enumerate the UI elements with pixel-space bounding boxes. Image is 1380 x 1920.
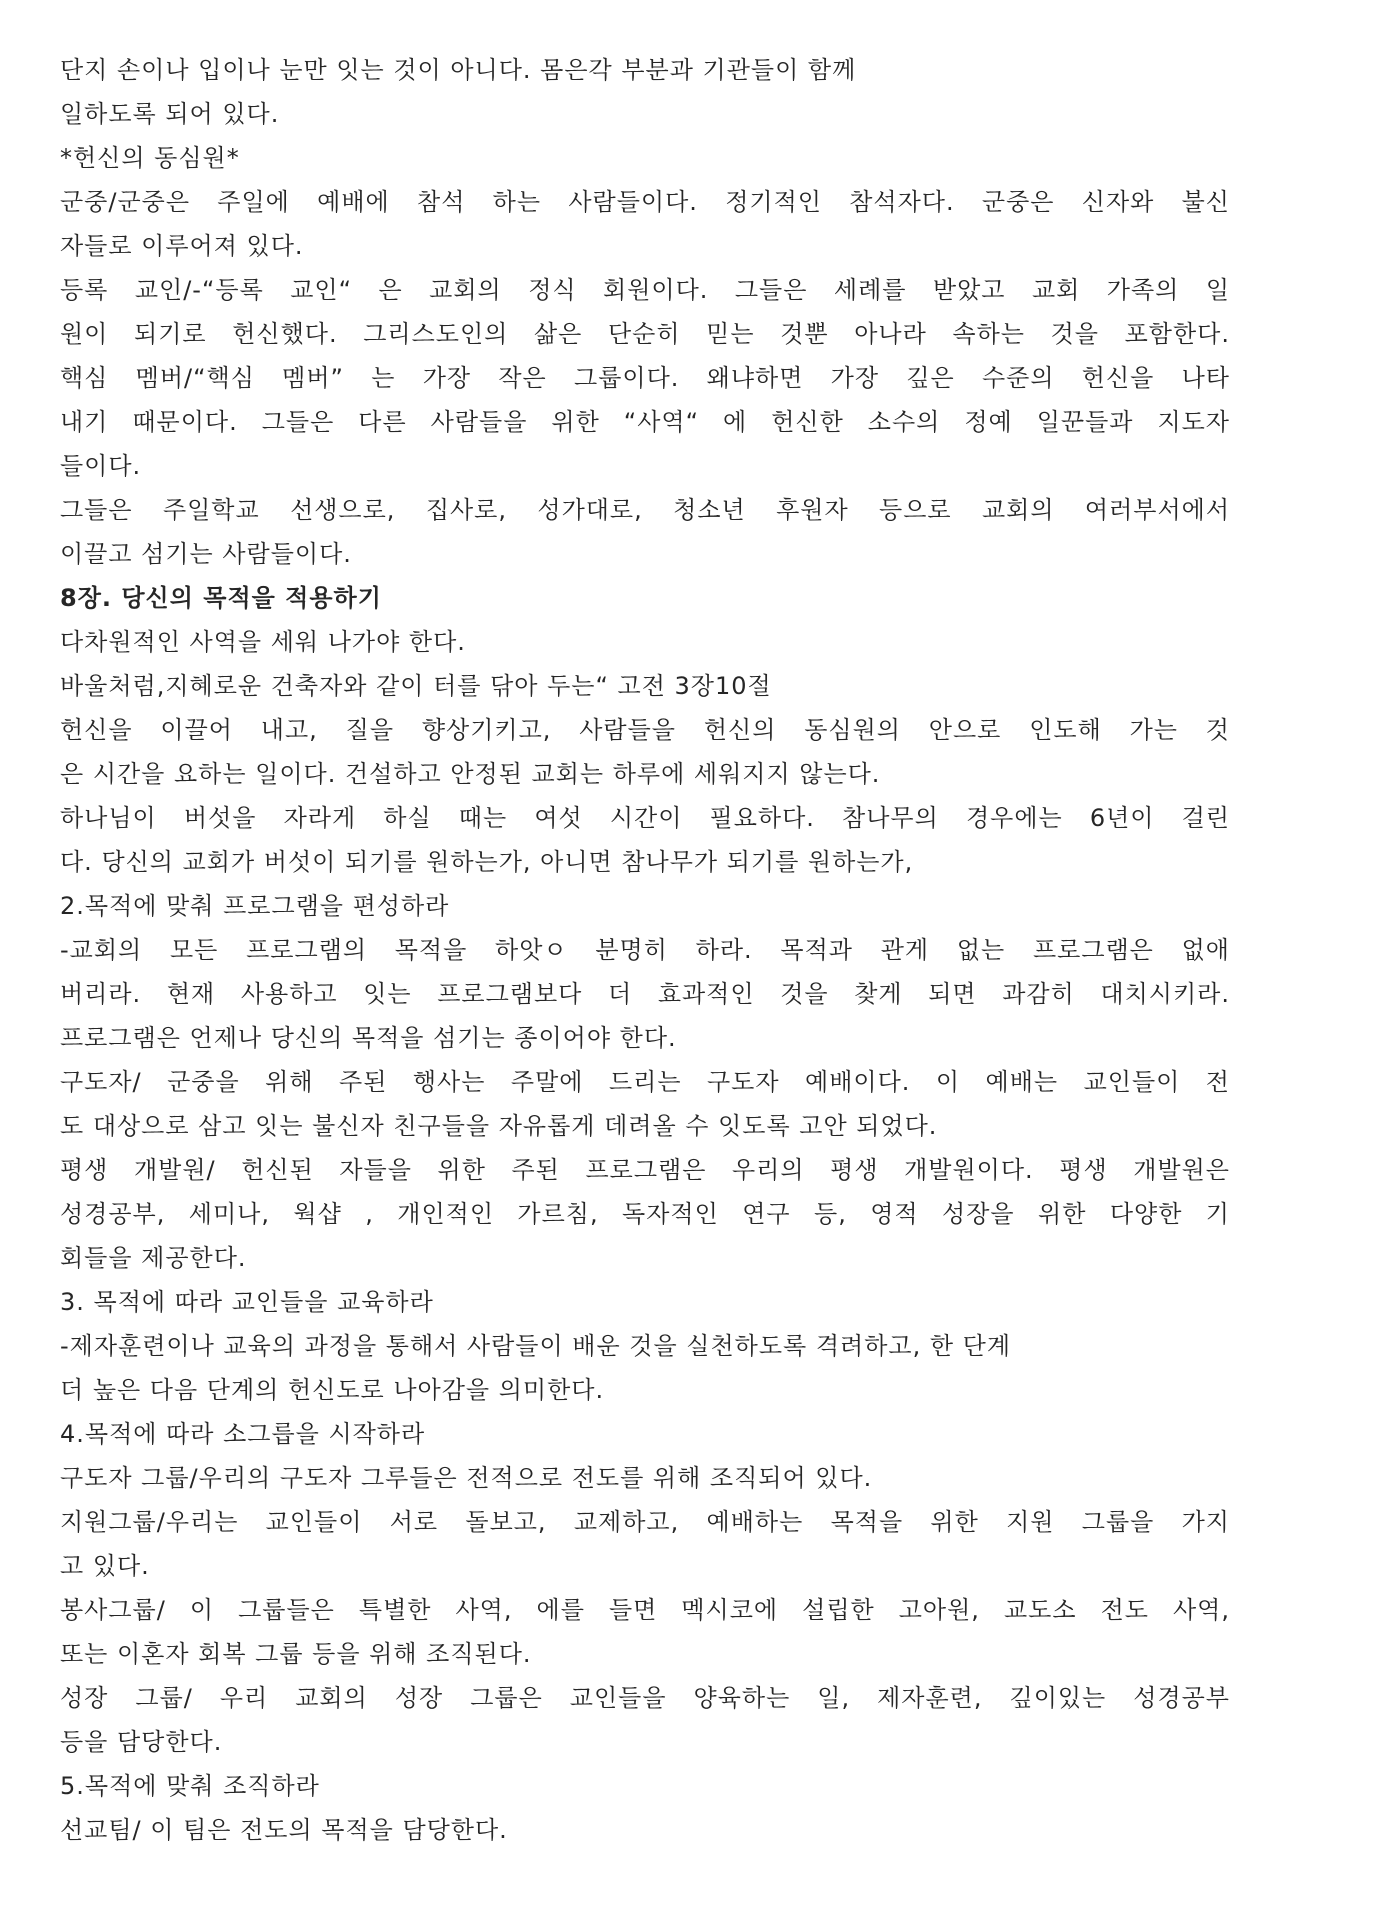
text-line: 군중/군중은 주일에 예배에 참석 하는 사람들이다. 정기적인 참석자다. 군중은 신자와 불신 bbox=[60, 188, 1230, 216]
section-heading: 4.목적에 따라 소그릅을 시작하라 bbox=[60, 1420, 426, 1448]
text-line: 핵심 멤버/“핵심 멤버” 는 가장 작은 그룹이다. 왜냐하면 가장 깊은 수준의 헌신을 나타 bbox=[60, 364, 1230, 392]
text-line: 다. 당신의 교회가 버섯이 되기를 원하는가, 아니면 참나무가 되기를 원하는가, bbox=[60, 848, 914, 876]
text-line: 바울처럼,지혜로운 건축자와 같이 터를 닦아 두는“ 고전 3장10절 bbox=[60, 672, 772, 700]
text-line: 봉사그룹/ 이 그룹들은 특별한 사역, 에를 들면 멕시코에 설립한 고아원, 교도소 전도 사역, bbox=[60, 1596, 1230, 1624]
text-line: 프로그램은 언제나 당신의 목적을 섬기는 종이어야 한다. bbox=[60, 1024, 677, 1052]
section-heading: 2.목적에 맞춰 프로그램을 편성하라 bbox=[60, 892, 450, 920]
section-heading: 5.목적에 맞춰 조직하라 bbox=[60, 1772, 320, 1800]
text-line: 다차원적인 사역을 세워 나가야 한다. bbox=[60, 628, 466, 656]
text-line: 내기 때문이다. 그들은 다른 사람들을 위한 “사역“ 에 헌신한 소수의 정예 일꾼들과 지도자 bbox=[60, 408, 1230, 436]
text-line: 회들을 제공한다. bbox=[60, 1244, 247, 1272]
text-line: 더 높은 다음 단계의 헌신도로 나아감을 의미한다. bbox=[60, 1376, 605, 1404]
text-line: 평생 개발원/ 헌신된 자들을 위한 주된 프로그램은 우리의 평생 개발원이다. 평생 개발원은 bbox=[60, 1156, 1230, 1184]
text-line: 들이다. bbox=[60, 452, 142, 480]
section-heading: *헌신의 동심원* bbox=[60, 144, 240, 172]
text-line: 구도자 그룹/우리의 구도자 그루들은 전적으로 전도를 위해 조직되어 있다. bbox=[60, 1464, 873, 1492]
text-line: 등록 교인/-“등록 교인“ 은 교회의 정식 회원이다. 그들은 세례를 받았고 교회 가족의 일 bbox=[60, 276, 1230, 304]
text-line: 지원그룹/우리는 교인들이 서로 돌보고, 교제하고, 예배하는 목적을 위한 지원 그룹을 가지 bbox=[60, 1508, 1230, 1536]
text-line: 하나님이 버섯을 자라게 하실 때는 여섯 시간이 필요하다. 참나무의 경우에는 6년이 걸린 bbox=[60, 804, 1230, 832]
text-line: 일하도록 되어 있다. bbox=[60, 100, 280, 128]
text-line: 자들로 이루어져 있다. bbox=[60, 232, 304, 260]
text-line: 또는 이혼자 회복 그룹 등을 위해 조직된다. bbox=[60, 1640, 532, 1668]
document-page bbox=[60, 48, 1230, 1852]
text-line: 고 있다. bbox=[60, 1552, 150, 1580]
text-line: 그들은 주일학교 선생으로, 집사로, 성가대로, 청소년 후원자 등으로 교회의 여러부서에서 bbox=[60, 496, 1230, 524]
text-line: 성경공부, 세미나, 웍샵 , 개인적인 가르침, 독자적인 연구 등, 영적 성장을 위한 다양한 기 bbox=[60, 1200, 1230, 1228]
text-line: 버리라. 현재 사용하고 잇는 프로그램보다 더 효과적인 것을 찾게 되면 과감히 대치시키라. bbox=[60, 980, 1230, 1008]
section-heading: 3. 목적에 따라 교인들을 교육하라 bbox=[60, 1288, 434, 1316]
text-line: 등을 담당한다. bbox=[60, 1728, 223, 1756]
text-line: 단지 손이나 입이나 눈만 잇는 것이 아니다. 몸은각 부분과 기관들이 함께 bbox=[60, 56, 857, 84]
text-line: 이끌고 섬기는 사람들이다. bbox=[60, 540, 352, 568]
text-line: 도 대상으로 삼고 잇는 불신자 친구들을 자유롭게 데려올 수 잇도록 고안 되었다. bbox=[60, 1112, 938, 1140]
text-line: 헌신을 이끌어 내고, 질을 향상기키고, 사람들을 헌신의 동심원의 안으로 인도해 가는 것 bbox=[60, 716, 1230, 744]
chapter-heading: 8장. 당신의 목적을 적용하기 bbox=[60, 584, 382, 612]
text-line: 성장 그룹/ 우리 교회의 성장 그룹은 교인들을 양육하는 일, 제자훈련, 깊이있는 성경공부 bbox=[60, 1684, 1230, 1712]
text-line: 구도자/ 군중을 위해 주된 행사는 주말에 드리는 구도자 예배이다. 이 예배는 교인들이 전 bbox=[60, 1068, 1230, 1096]
text-line: 원이 되기로 헌신했다. 그리스도인의 삶은 단순히 믿는 것뿐 아나라 속하는 것을 포함한다. bbox=[60, 320, 1230, 348]
text-line: 선교팀/ 이 팀은 전도의 목적을 담당한다. bbox=[60, 1816, 508, 1844]
text-line: 은 시간을 요하는 일이다. 건설하고 안정된 교회는 하루에 세워지지 않는다. bbox=[60, 760, 881, 788]
text-line: -교회의 모든 프로그램의 목적을 하앗ㅇ 분명히 하라. 목적과 관게 없는 프로그램은 없애 bbox=[60, 936, 1230, 964]
text-line: -제자훈련이나 교육의 과정을 통해서 사람들이 배운 것을 실천하도록 격려하고, 한 단계 bbox=[60, 1332, 1012, 1360]
